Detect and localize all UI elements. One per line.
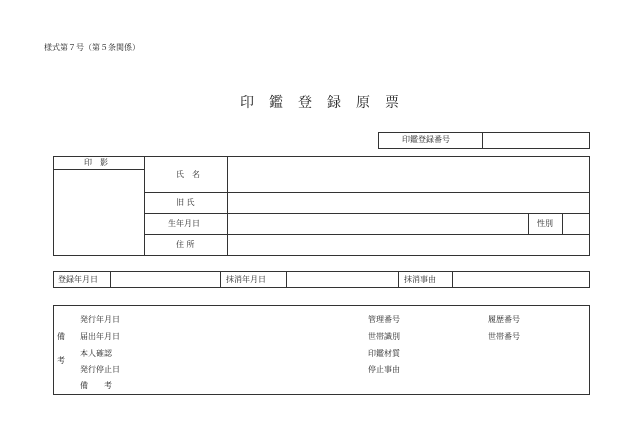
title-char: 印: [240, 95, 254, 111]
title-char: 原: [356, 95, 370, 111]
former-surname-label: 旧 氏: [176, 198, 195, 207]
divider: [528, 213, 529, 234]
form-title: [240, 92, 400, 110]
issue-date-label: 発行年月日: [80, 315, 120, 324]
form-number: 様式第７号（第５条関係）: [44, 43, 140, 52]
birthdate-label: 生年月日: [168, 219, 200, 228]
cancellation-reason-label: 抹消事由: [404, 275, 436, 284]
divider: [452, 271, 453, 288]
issue-suspension-date-label: 発行停止日: [80, 365, 120, 374]
remarks-side-label-bottom: 考: [57, 356, 65, 365]
remarks-side-label-top: 備: [57, 332, 65, 341]
notification-date-label: 届出年月日: [80, 332, 120, 341]
title-char: 鑑: [269, 95, 283, 111]
divider: [227, 156, 228, 256]
divider: [110, 271, 111, 288]
title-char: 録: [327, 95, 341, 111]
divider: [482, 132, 483, 149]
divider: [144, 213, 590, 214]
seal-impression-area[interactable]: [55, 171, 142, 254]
address-label: 住 所: [176, 240, 195, 249]
sex-label: 性別: [537, 219, 553, 228]
management-number-label: 管理番号: [368, 315, 400, 324]
divider: [286, 271, 287, 288]
divider: [398, 271, 399, 288]
registration-date-label: 登録年月日: [58, 275, 98, 284]
suspension-reason-label: 停止事由: [368, 365, 400, 374]
household-id-label: 世帯識別: [368, 332, 400, 341]
name-label: 氏 名: [176, 170, 200, 179]
divider: [144, 192, 590, 193]
registration-number-label: 印鑑登録番号: [402, 135, 450, 144]
seal-material-label: 印鑑材質: [368, 349, 400, 358]
divider: [144, 234, 590, 235]
divider: [562, 213, 563, 234]
remarks-label: 備 考: [80, 381, 112, 390]
dates-row: [53, 271, 590, 288]
divider: [53, 169, 144, 170]
seal-label: 印 影: [84, 158, 108, 167]
title-char: 票: [385, 95, 399, 111]
title-char: 登: [298, 95, 312, 111]
history-number-label: 履歴番号: [488, 315, 520, 324]
divider: [220, 271, 221, 288]
cancellation-date-label: 抹消年月日: [226, 275, 266, 284]
household-number-label: 世帯番号: [488, 332, 520, 341]
identity-check-label: 本人確認: [80, 349, 112, 358]
divider: [144, 156, 145, 256]
